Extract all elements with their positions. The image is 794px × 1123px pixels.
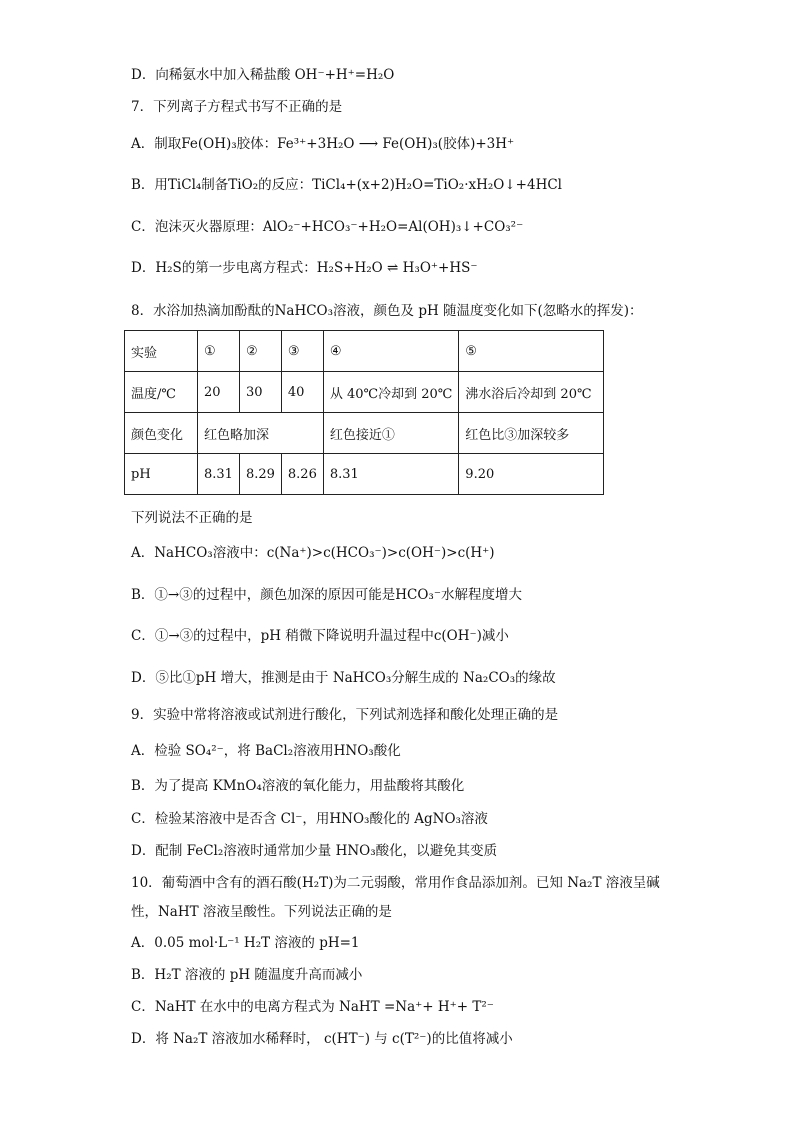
table-cell: 颜色变化 [125, 413, 198, 454]
table-cell: 实验 [125, 331, 198, 372]
question-7-option-b: B．用TiCl₄制备TiO₂的反应：TiCl₄+(x+2)H₂O=TiO₂·xH₂O↓+4HCl [131, 177, 562, 193]
question-7-stem: 7．下列离子方程式书写不正确的是 [131, 99, 343, 115]
question-10-option-c: C．NaHT 在水中的电离方程式为 NaHT =Na⁺+ H⁺+ T²⁻ [131, 999, 494, 1015]
table-cell: ③ [281, 331, 323, 372]
table-row [125, 413, 604, 454]
table-cell: 8.26 [281, 454, 323, 495]
question-10-option-d: D．将 Na₂T 溶液加水稀释时， c(HT⁻) 与 c(T²⁻)的比值将减小 [131, 1031, 513, 1047]
experiment-table [124, 330, 604, 495]
table-cell: 20 [198, 372, 240, 413]
question-9-option-c: C．检验某溶液中是否含 Cl⁻，用HNO₃酸化的 AgNO₃溶液 [131, 811, 488, 827]
table-cell: ④ [323, 331, 458, 372]
question-8-option-c: C．①→③的过程中，pH 稍微下降说明升温过程中c(OH⁻)减小 [131, 628, 509, 644]
question-6-option-d: D．向稀氨水中加入稀盐酸 OH⁻+H⁺=H₂O [131, 67, 395, 83]
table-cell: 8.29 [239, 454, 281, 495]
question-8-option-d: D．⑤比①pH 增大，推测是由于 NaHCO₃分解生成的 Na₂CO₃的缘故 [131, 670, 556, 686]
question-8-option-a: A．NaHCO₃溶液中：c(Na⁺)>c(HCO₃⁻)>c(OH⁻)>c(H⁺) [131, 545, 495, 561]
question-9-option-d: D．配制 FeCl₂溶液时通常加少量 HNO₃酸化，以避免其变质 [131, 843, 498, 859]
table-cell: 8.31 [198, 454, 240, 495]
question-9-option-b: B．为了提高 KMnO₄溶液的氧化能力，用盐酸将其酸化 [131, 778, 465, 794]
question-10-option-a: A．0.05 mol·L⁻¹ H₂T 溶液的 pH=1 [131, 935, 360, 951]
question-7-option-a: A．制取Fe(OH)₃胶体：Fe³⁺+3H₂O ⟶ Fe(OH)₃(胶体)+3H⁺ [131, 136, 515, 152]
table-row [125, 372, 604, 413]
question-8-question: 下列说法不正确的是 [131, 510, 253, 526]
question-7-option-d: D．H₂S的第一步电离方程式：H₂S+H₂O ⇌ H₃O⁺+HS⁻ [131, 260, 478, 276]
question-10-stem-line-1: 10．葡萄酒中含有的酒石酸(H₂T)为二元弱酸，常用作食品添加剂。已知 Na₂T 溶液呈碱 [131, 875, 660, 891]
table-cell: 8.31 [323, 454, 458, 495]
question-9-option-a: A．检验 SO₄²⁻，将 BaCl₂溶液用HNO₃酸化 [131, 743, 401, 759]
table-cell: 红色略加深 [198, 413, 324, 454]
table-cell: pH [125, 454, 198, 495]
table-cell: ① [198, 331, 240, 372]
table-cell: 红色比③加深较多 [459, 413, 604, 454]
question-8-option-b: B．①→③的过程中，颜色加深的原因可能是HCO₃⁻水解程度增大 [131, 587, 522, 603]
table-cell: 沸水浴后冷却到 20℃ [459, 372, 604, 413]
table-row [125, 454, 604, 495]
table-row [125, 331, 604, 372]
question-7-option-c: C．泡沫灭火器原理：AlO₂⁻+HCO₃⁻+H₂O=Al(OH)₃↓+CO₃²⁻ [131, 219, 524, 235]
table-cell: ⑤ [459, 331, 604, 372]
table-cell: ② [239, 331, 281, 372]
table-cell: 温度/℃ [125, 372, 198, 413]
table-cell: 9.20 [459, 454, 604, 495]
question-8-stem: 8．水浴加热滴加酚酞的NaHCO₃溶液，颜色及 pH 随温度变化如下(忽略水的挥发)： [131, 303, 643, 319]
table-cell: 30 [239, 372, 281, 413]
table-cell: 从 40℃冷却到 20℃ [323, 372, 458, 413]
question-9-stem: 9．实验中常将溶液或试剂进行酸化，下列试剂选择和酸化处理正确的是 [131, 707, 559, 723]
table-cell: 40 [281, 372, 323, 413]
question-10-option-b: B．H₂T 溶液的 pH 随温度升高而减小 [131, 967, 363, 983]
question-10-stem-line-2: 性，NaHT 溶液呈酸性。下列说法正确的是 [131, 904, 392, 920]
table-cell: 红色接近① [323, 413, 458, 454]
